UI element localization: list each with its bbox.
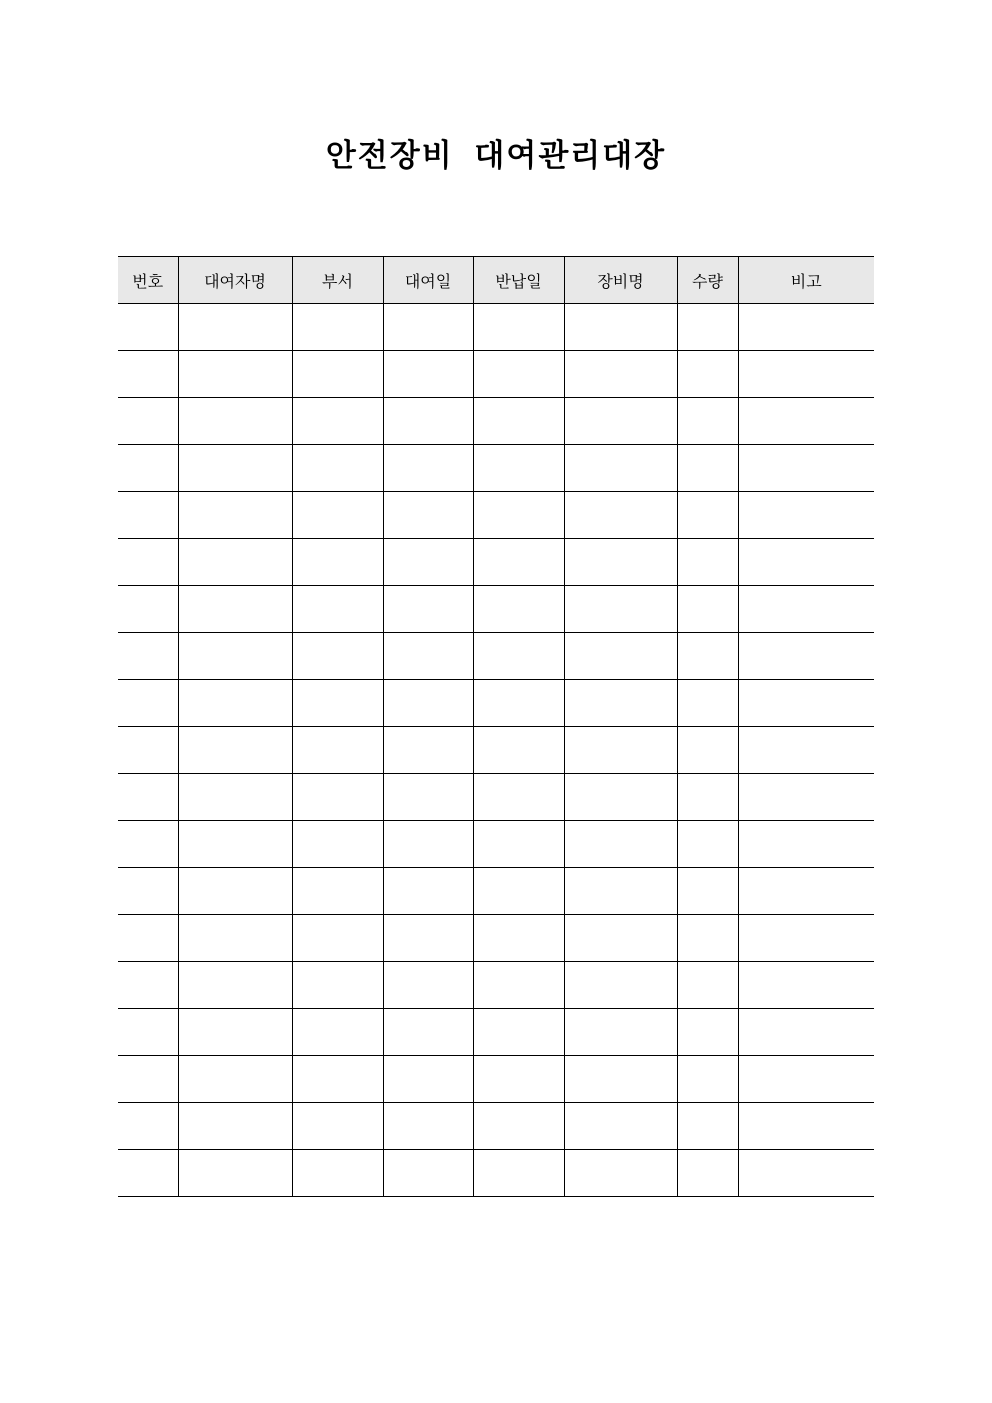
return-date-cell[interactable] bbox=[473, 445, 564, 492]
table-row bbox=[118, 915, 874, 962]
table-row bbox=[118, 1150, 874, 1197]
return-date-cell[interactable] bbox=[473, 868, 564, 915]
remarks-cell[interactable] bbox=[738, 586, 874, 633]
equipment-name-cell[interactable] bbox=[564, 1150, 677, 1197]
remarks-cell[interactable] bbox=[738, 492, 874, 539]
table-row bbox=[118, 492, 874, 539]
borrower-name-cell[interactable] bbox=[178, 1056, 292, 1103]
remarks-cell[interactable] bbox=[738, 1150, 874, 1197]
remarks-cell[interactable] bbox=[738, 680, 874, 727]
department-cell[interactable] bbox=[292, 727, 383, 774]
number-cell[interactable] bbox=[118, 445, 178, 492]
return-date-cell[interactable] bbox=[473, 1150, 564, 1197]
return-date-cell[interactable] bbox=[473, 962, 564, 1009]
department-cell[interactable] bbox=[292, 1056, 383, 1103]
rental-date-cell[interactable] bbox=[383, 304, 473, 351]
department-cell[interactable] bbox=[292, 868, 383, 915]
table-row bbox=[118, 586, 874, 633]
table-row bbox=[118, 445, 874, 492]
department-cell[interactable] bbox=[292, 915, 383, 962]
borrower-name-cell[interactable] bbox=[178, 304, 292, 351]
borrower-name-cell[interactable] bbox=[178, 868, 292, 915]
column-header-number: 번호 bbox=[118, 257, 178, 304]
borrower-name-cell[interactable] bbox=[178, 445, 292, 492]
quantity-cell[interactable] bbox=[677, 727, 738, 774]
remarks-cell[interactable] bbox=[738, 633, 874, 680]
number-cell[interactable] bbox=[118, 774, 178, 821]
rental-date-cell[interactable] bbox=[383, 915, 473, 962]
department-cell[interactable] bbox=[292, 492, 383, 539]
number-cell[interactable] bbox=[118, 680, 178, 727]
rental-date-cell[interactable] bbox=[383, 1103, 473, 1150]
borrower-name-cell[interactable] bbox=[178, 586, 292, 633]
equipment-name-cell[interactable] bbox=[564, 868, 677, 915]
return-date-cell[interactable] bbox=[473, 351, 564, 398]
department-cell[interactable] bbox=[292, 351, 383, 398]
department-cell[interactable] bbox=[292, 962, 383, 1009]
table-row bbox=[118, 304, 874, 351]
borrower-name-cell[interactable] bbox=[178, 727, 292, 774]
return-date-cell[interactable] bbox=[473, 915, 564, 962]
number-cell[interactable] bbox=[118, 586, 178, 633]
quantity-cell[interactable] bbox=[677, 962, 738, 1009]
remarks-cell[interactable] bbox=[738, 774, 874, 821]
table-row bbox=[118, 1009, 874, 1056]
column-header-remarks: 비고 bbox=[738, 257, 874, 304]
table-row bbox=[118, 351, 874, 398]
rental-date-cell[interactable] bbox=[383, 351, 473, 398]
quantity-cell[interactable] bbox=[677, 915, 738, 962]
borrower-name-cell[interactable] bbox=[178, 821, 292, 868]
quantity-cell[interactable] bbox=[677, 1103, 738, 1150]
equipment-name-cell[interactable] bbox=[564, 727, 677, 774]
number-cell[interactable] bbox=[118, 539, 178, 586]
number-cell[interactable] bbox=[118, 727, 178, 774]
number-cell[interactable] bbox=[118, 1103, 178, 1150]
number-cell[interactable] bbox=[118, 821, 178, 868]
equipment-name-cell[interactable] bbox=[564, 633, 677, 680]
quantity-cell[interactable] bbox=[677, 398, 738, 445]
department-cell[interactable] bbox=[292, 1103, 383, 1150]
number-cell[interactable] bbox=[118, 1009, 178, 1056]
department-cell[interactable] bbox=[292, 304, 383, 351]
return-date-cell[interactable] bbox=[473, 1056, 564, 1103]
remarks-cell[interactable] bbox=[738, 539, 874, 586]
quantity-cell[interactable] bbox=[677, 1056, 738, 1103]
quantity-cell[interactable] bbox=[677, 868, 738, 915]
quantity-cell[interactable] bbox=[677, 774, 738, 821]
number-cell[interactable] bbox=[118, 1056, 178, 1103]
return-date-cell[interactable] bbox=[473, 398, 564, 445]
department-cell[interactable] bbox=[292, 1009, 383, 1056]
quantity-cell[interactable] bbox=[677, 821, 738, 868]
rental-date-cell[interactable] bbox=[383, 774, 473, 821]
return-date-cell[interactable] bbox=[473, 774, 564, 821]
borrower-name-cell[interactable] bbox=[178, 633, 292, 680]
equipment-name-cell[interactable] bbox=[564, 821, 677, 868]
remarks-cell[interactable] bbox=[738, 1056, 874, 1103]
borrower-name-cell[interactable] bbox=[178, 492, 292, 539]
column-header-return-date: 반납일 bbox=[473, 257, 564, 304]
table-row bbox=[118, 398, 874, 445]
return-date-cell[interactable] bbox=[473, 1103, 564, 1150]
borrower-name-cell[interactable] bbox=[178, 1150, 292, 1197]
remarks-cell[interactable] bbox=[738, 727, 874, 774]
rental-date-cell[interactable] bbox=[383, 821, 473, 868]
department-cell[interactable] bbox=[292, 1150, 383, 1197]
number-cell[interactable] bbox=[118, 962, 178, 1009]
column-header-borrower-name: 대여자명 bbox=[178, 257, 292, 304]
table-row bbox=[118, 962, 874, 1009]
rental-date-cell[interactable] bbox=[383, 492, 473, 539]
table-row bbox=[118, 680, 874, 727]
remarks-cell[interactable] bbox=[738, 962, 874, 1009]
borrower-name-cell[interactable] bbox=[178, 774, 292, 821]
rental-date-cell[interactable] bbox=[383, 633, 473, 680]
borrower-name-cell[interactable] bbox=[178, 680, 292, 727]
department-cell[interactable] bbox=[292, 398, 383, 445]
borrower-name-cell[interactable] bbox=[178, 539, 292, 586]
equipment-name-cell[interactable] bbox=[564, 680, 677, 727]
borrower-name-cell[interactable] bbox=[178, 1009, 292, 1056]
table-header-row bbox=[118, 257, 874, 304]
equipment-name-cell[interactable] bbox=[564, 915, 677, 962]
remarks-cell[interactable] bbox=[738, 868, 874, 915]
rental-date-cell[interactable] bbox=[383, 539, 473, 586]
rental-date-cell[interactable] bbox=[383, 1009, 473, 1056]
rental-date-cell[interactable] bbox=[383, 727, 473, 774]
remarks-cell[interactable] bbox=[738, 1009, 874, 1056]
borrower-name-cell[interactable] bbox=[178, 398, 292, 445]
department-cell[interactable] bbox=[292, 633, 383, 680]
department-cell[interactable] bbox=[292, 539, 383, 586]
equipment-name-cell[interactable] bbox=[564, 1103, 677, 1150]
quantity-cell[interactable] bbox=[677, 1150, 738, 1197]
remarks-cell[interactable] bbox=[738, 304, 874, 351]
equipment-name-cell[interactable] bbox=[564, 304, 677, 351]
rental-date-cell[interactable] bbox=[383, 868, 473, 915]
number-cell[interactable] bbox=[118, 351, 178, 398]
quantity-cell[interactable] bbox=[677, 304, 738, 351]
quantity-cell[interactable] bbox=[677, 586, 738, 633]
number-cell[interactable] bbox=[118, 492, 178, 539]
table-row bbox=[118, 774, 874, 821]
borrower-name-cell[interactable] bbox=[178, 1103, 292, 1150]
table-row bbox=[118, 727, 874, 774]
number-cell[interactable] bbox=[118, 304, 178, 351]
remarks-cell[interactable] bbox=[738, 821, 874, 868]
return-date-cell[interactable] bbox=[473, 727, 564, 774]
table-row bbox=[118, 868, 874, 915]
quantity-cell[interactable] bbox=[677, 539, 738, 586]
column-header-rental-date: 대여일 bbox=[383, 257, 473, 304]
rental-date-cell[interactable] bbox=[383, 586, 473, 633]
return-date-cell[interactable] bbox=[473, 680, 564, 727]
quantity-cell[interactable] bbox=[677, 680, 738, 727]
remarks-cell[interactable] bbox=[738, 351, 874, 398]
remarks-cell[interactable] bbox=[738, 1103, 874, 1150]
quantity-cell[interactable] bbox=[677, 1009, 738, 1056]
return-date-cell[interactable] bbox=[473, 633, 564, 680]
table-row bbox=[118, 633, 874, 680]
table-row bbox=[118, 1056, 874, 1103]
department-cell[interactable] bbox=[292, 821, 383, 868]
borrower-name-cell[interactable] bbox=[178, 351, 292, 398]
equipment-name-cell[interactable] bbox=[564, 445, 677, 492]
rental-date-cell[interactable] bbox=[383, 1150, 473, 1197]
column-header-department: 부서 bbox=[292, 257, 383, 304]
remarks-cell[interactable] bbox=[738, 915, 874, 962]
table-row bbox=[118, 1103, 874, 1150]
remarks-cell[interactable] bbox=[738, 398, 874, 445]
number-cell[interactable] bbox=[118, 868, 178, 915]
document-title: 안전장비 대여관리대장 bbox=[325, 138, 667, 174]
quantity-cell[interactable] bbox=[677, 351, 738, 398]
table-body bbox=[118, 304, 874, 1197]
return-date-cell[interactable] bbox=[473, 821, 564, 868]
quantity-cell[interactable] bbox=[677, 492, 738, 539]
department-cell[interactable] bbox=[292, 680, 383, 727]
equipment-name-cell[interactable] bbox=[564, 351, 677, 398]
table-row bbox=[118, 821, 874, 868]
equipment-name-cell[interactable] bbox=[564, 539, 677, 586]
table-row bbox=[118, 539, 874, 586]
borrower-name-cell[interactable] bbox=[178, 962, 292, 1009]
column-header-quantity: 수량 bbox=[677, 257, 738, 304]
rental-date-cell[interactable] bbox=[383, 1056, 473, 1103]
equipment-name-cell[interactable] bbox=[564, 962, 677, 1009]
return-date-cell[interactable] bbox=[473, 586, 564, 633]
quantity-cell[interactable] bbox=[677, 633, 738, 680]
equipment-name-cell[interactable] bbox=[564, 398, 677, 445]
return-date-cell[interactable] bbox=[473, 1009, 564, 1056]
rental-date-cell[interactable] bbox=[383, 445, 473, 492]
remarks-cell[interactable] bbox=[738, 445, 874, 492]
rental-date-cell[interactable] bbox=[383, 680, 473, 727]
number-cell[interactable] bbox=[118, 1150, 178, 1197]
return-date-cell[interactable] bbox=[473, 539, 564, 586]
return-date-cell[interactable] bbox=[473, 492, 564, 539]
equipment-name-cell[interactable] bbox=[564, 1009, 677, 1056]
rental-date-cell[interactable] bbox=[383, 398, 473, 445]
department-cell[interactable] bbox=[292, 586, 383, 633]
number-cell[interactable] bbox=[118, 633, 178, 680]
return-date-cell[interactable] bbox=[473, 304, 564, 351]
borrower-name-cell[interactable] bbox=[178, 915, 292, 962]
department-cell[interactable] bbox=[292, 445, 383, 492]
equipment-name-cell[interactable] bbox=[564, 774, 677, 821]
equipment-name-cell[interactable] bbox=[564, 1056, 677, 1103]
equipment-name-cell[interactable] bbox=[564, 586, 677, 633]
equipment-name-cell[interactable] bbox=[564, 492, 677, 539]
rental-ledger-table bbox=[118, 256, 874, 1197]
rental-date-cell[interactable] bbox=[383, 962, 473, 1009]
number-cell[interactable] bbox=[118, 915, 178, 962]
quantity-cell[interactable] bbox=[677, 445, 738, 492]
department-cell[interactable] bbox=[292, 774, 383, 821]
number-cell[interactable] bbox=[118, 398, 178, 445]
column-header-equipment-name: 장비명 bbox=[564, 257, 677, 304]
